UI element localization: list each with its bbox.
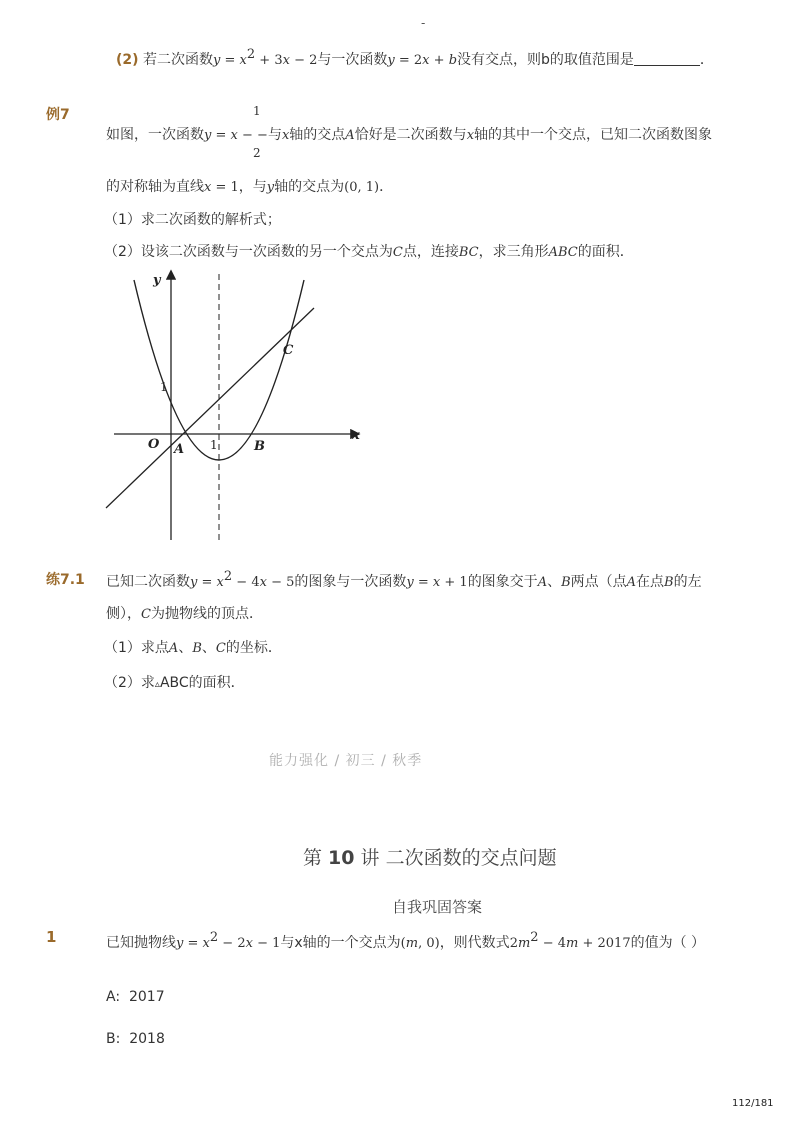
practice-7-1-line-1 bbox=[106, 569, 702, 593]
fraction-denominator: 2 bbox=[253, 146, 261, 160]
q2-math: x bbox=[239, 53, 247, 68]
triangle-icon: ▵ bbox=[154, 679, 160, 690]
q1-math: ( bbox=[400, 936, 406, 951]
ex7-math: = 1 bbox=[211, 180, 239, 195]
q2-math: 2 bbox=[246, 47, 256, 62]
section-subtitle: 自我巩固答案 bbox=[392, 898, 483, 916]
ex7-text: 与 bbox=[267, 127, 282, 143]
q2-math: + bbox=[429, 53, 449, 68]
pr71-text: 的坐标． bbox=[225, 640, 282, 656]
linear-function-line bbox=[106, 308, 314, 508]
pr71-math: B bbox=[192, 641, 202, 656]
pr71-text: 、 bbox=[178, 640, 193, 656]
pr71-text: 的图象与一次函数 bbox=[294, 574, 407, 590]
fraction-numerator: 1 bbox=[253, 104, 261, 118]
ex7-text: 的对称轴为直线 bbox=[106, 179, 204, 195]
practice-7-1-line-2 bbox=[106, 604, 263, 625]
q1-text: 与x轴的一个交点为 bbox=[280, 935, 401, 951]
pr71-math: y bbox=[406, 575, 414, 590]
ex7-math: y bbox=[204, 128, 212, 143]
pr71-math: A bbox=[626, 575, 637, 590]
question-2-label: (2) bbox=[116, 52, 139, 68]
x-tick-1-label: 1 bbox=[210, 438, 218, 452]
ex7-math: y bbox=[266, 180, 275, 195]
q1-math: m bbox=[566, 936, 579, 951]
example-7-label: 例7 bbox=[46, 107, 70, 123]
pr71-text: 两点（点 bbox=[570, 574, 627, 590]
pr71-math: B bbox=[664, 575, 674, 590]
ex7-math: C bbox=[392, 245, 403, 260]
option-a-value: 2017 bbox=[128, 989, 165, 1005]
pr71-math: C bbox=[141, 607, 151, 622]
section-breadcrumb: 能力强化 / 初三 / 秋季 bbox=[269, 753, 423, 769]
pr71-math: − 5 bbox=[266, 575, 295, 590]
q1-text: ，则代数式 bbox=[439, 935, 510, 951]
pr71-text: 为抛物线的顶点． bbox=[150, 606, 263, 622]
pr71-math: x bbox=[259, 575, 267, 590]
ex7-text: （2）设该二次函数与一次函数的另一个交点为 bbox=[104, 244, 393, 260]
ex7-math: x bbox=[466, 128, 475, 143]
q1-math: m bbox=[517, 936, 531, 951]
pr71-math: x bbox=[216, 575, 224, 590]
header-mark: - bbox=[421, 16, 426, 30]
ex7-math: x bbox=[230, 128, 238, 143]
q1-math: − 4 bbox=[538, 936, 567, 951]
pr71-math: − 4 bbox=[232, 575, 260, 590]
q1-math: + 2017 bbox=[578, 936, 631, 951]
q1-math: x bbox=[202, 936, 210, 951]
pr71-text: 、 bbox=[201, 640, 216, 656]
ex7-text: 恰好是二次函数与 bbox=[354, 127, 467, 143]
q2-math: x bbox=[422, 53, 430, 68]
lecture-title-text: 讲 二次函数的交点问题 bbox=[354, 847, 557, 869]
q2-text-4: ． bbox=[699, 52, 714, 68]
q2-math: + 3 bbox=[255, 53, 283, 68]
question-2 bbox=[116, 47, 714, 71]
lecture-title-prefix: 第 bbox=[303, 847, 329, 869]
ex7-math: = bbox=[211, 128, 231, 143]
q2-math: = 2 bbox=[394, 53, 423, 68]
pr71-text: （1）求点 bbox=[104, 640, 169, 656]
example-7-line-2 bbox=[106, 177, 393, 198]
q2-math: y bbox=[213, 53, 221, 68]
pr71-text: 的左 bbox=[673, 574, 702, 590]
point-c-label: C bbox=[283, 343, 294, 358]
q2-text-1: 若二次函数 bbox=[143, 52, 213, 68]
ex7-math: A bbox=[345, 128, 355, 143]
option-a[interactable] bbox=[106, 987, 165, 1007]
pr71-math: + 1 bbox=[440, 575, 468, 590]
practice-label-text: 练7.1 bbox=[46, 572, 85, 588]
ex7-text: 点，连接 bbox=[402, 244, 459, 260]
point-b-label: B bbox=[254, 439, 265, 454]
pr71-math: A bbox=[537, 575, 548, 590]
q2-math: x bbox=[282, 53, 290, 68]
pr71-math: C bbox=[215, 641, 226, 656]
q2-math: b bbox=[448, 53, 458, 68]
pr71-math: = bbox=[413, 575, 433, 590]
q2-text-3: 没有交点，则b的取值范围是 bbox=[457, 52, 634, 68]
pr71-math: B bbox=[561, 575, 571, 590]
q1-math: = bbox=[183, 936, 203, 951]
ex7-text: 轴的交点为 bbox=[274, 179, 345, 195]
pr71-text: ABC的面积． bbox=[159, 675, 245, 691]
q1-math: − 1 bbox=[252, 936, 281, 951]
option-b-value: 2018 bbox=[129, 1031, 165, 1047]
ex7-text: ． bbox=[379, 179, 394, 195]
y-tick-1-label: 1 bbox=[160, 380, 168, 394]
ex7-text: 如图，一次函数 bbox=[106, 127, 204, 143]
pr71-text: 侧）， bbox=[106, 606, 141, 622]
pr71-text: 已知二次函数 bbox=[106, 574, 190, 590]
ex7-math: x bbox=[281, 128, 290, 143]
example-7-line-1 bbox=[106, 125, 712, 146]
lecture-number: 10 bbox=[328, 847, 355, 869]
q1-math: , 0) bbox=[418, 936, 440, 951]
x-axis-label: x bbox=[352, 428, 360, 443]
option-a-label: A: bbox=[106, 989, 121, 1005]
page-number: 112/181 bbox=[732, 1098, 774, 1109]
pr71-text: 在点 bbox=[636, 574, 665, 590]
function-graph bbox=[100, 262, 370, 547]
ex7-math: (0, 1) bbox=[344, 180, 380, 195]
ex7-math: x bbox=[204, 180, 212, 195]
ex7-text: ，与 bbox=[238, 179, 267, 195]
origin-label: O bbox=[148, 437, 160, 452]
practice-7-1-part-1 bbox=[104, 638, 282, 659]
q1-text: 的值为（ ） bbox=[630, 935, 706, 951]
q1-math: − 2 bbox=[218, 936, 246, 951]
ex7-math: − bbox=[237, 128, 258, 143]
ex7-text: 轴的其中一个交点，已知二次函数图象 bbox=[474, 127, 713, 143]
q1-math: 2 bbox=[209, 930, 219, 945]
q2-text-2: 与一次函数 bbox=[317, 52, 388, 68]
practice-7-1-label bbox=[46, 569, 85, 589]
pr71-text: 的图象交于 bbox=[467, 574, 538, 590]
pr71-math: x bbox=[432, 575, 441, 590]
q1-math: 2 bbox=[530, 930, 539, 945]
pr71-math: = bbox=[197, 575, 217, 590]
example-7-part-2 bbox=[104, 242, 634, 263]
pr71-math: 2 bbox=[223, 569, 233, 584]
pr71-math: A bbox=[168, 641, 179, 656]
pr71-math: y bbox=[190, 575, 198, 590]
practice-7-1-part-2 bbox=[104, 673, 245, 695]
example-7-part-1: （1）求二次函数的解析式； bbox=[104, 212, 281, 228]
pr71-text: 、 bbox=[547, 574, 562, 590]
ex7-math: BC bbox=[458, 245, 479, 260]
option-b[interactable] bbox=[106, 1029, 165, 1049]
q1-text: 已知抛物线 bbox=[106, 935, 176, 951]
y-axis-label: y bbox=[153, 273, 161, 288]
question-1-label: 1 bbox=[46, 928, 57, 946]
point-a-label: A bbox=[174, 442, 185, 457]
q2-math: y bbox=[387, 53, 395, 68]
option-b-label: B: bbox=[106, 1031, 121, 1047]
q1-math: 2 bbox=[509, 936, 518, 951]
q1-math: x bbox=[245, 936, 253, 951]
fraction-bar: − bbox=[257, 128, 268, 143]
q1-math: m bbox=[405, 936, 419, 951]
q2-math: = bbox=[220, 53, 240, 68]
ex7-math: ABC bbox=[548, 245, 578, 260]
q1-math: y bbox=[176, 936, 184, 951]
q2-math: − 2 bbox=[289, 53, 318, 68]
ex7-text: 的面积． bbox=[577, 244, 634, 260]
ex7-text: 轴的交点 bbox=[289, 127, 346, 143]
pr71-text: （2）求 bbox=[104, 675, 155, 691]
question-1-text bbox=[106, 930, 706, 954]
answer-blank bbox=[634, 51, 700, 66]
lecture-title bbox=[303, 843, 557, 870]
ex7-text: ，求三角形 bbox=[478, 244, 549, 260]
